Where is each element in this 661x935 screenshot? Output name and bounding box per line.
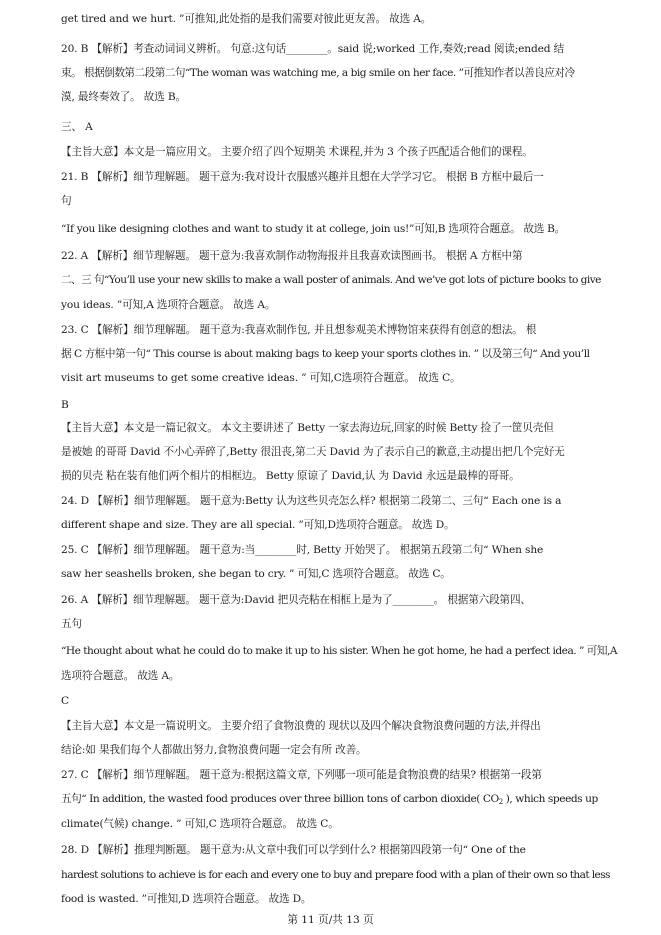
text-line: 是被她 的哥哥 David 不小心弄碎了,Betty 很沮丧,第二天 David 为了表示自己的歉意,主动提出把几个完好无 [61,446,565,458]
text-line: 结论:如 果我们每个人都做出努力,食物浪费问题一定会有所 改善。 [61,744,367,756]
text-line: you ideas. ”可知,A 选项符合题意。 故选 A。 [61,299,276,311]
text-line: 24. D 【解析】细节理解题。 题干意为:Betty 认为这些贝壳怎么样? 根据第二段第二、三句“ Each one is a [61,495,562,507]
text-line-main: 五句“ In addition, the wasted food produces over three billion tons of carbon dioxide( CO [61,793,499,805]
text-line: 20. B 【解析】考查动词词义辨析。 句意:这句话________。said 说;worked 工作,奏效;read 阅读;ended 结 [61,43,565,55]
text-line: 二、三 句“You’ll use your new skills to make a wall poster of animals. And we’ve got lots of picture books to give [61,274,601,286]
text-line: 束。 根据倒数第二段第二句“The woman was watching me, a big smile on her face. ”可推知作者以善良应对冷 [61,67,575,79]
text-line: 据 C 方框中第一句“ This course is about making bags to keep your sports clothes in. ” 以及第三句“ And you’ll [61,348,590,360]
text-line: “He thought about what he could do to make it up to his sister. When he got home, he had a perfect idea. ” 可知,A [61,645,617,657]
text-line: 句 [61,195,72,207]
text-line: different shape and size. They are all special. ”可知,D选项符合题意。 故选 D。 [61,519,455,531]
text-line: 27. C 【解析】细节理解题。 题干意为:根据这篇文章, 下列哪一项可能是食物浪费的结果? 根据第一段第 [61,769,542,781]
text-line [61,792,598,809]
text-line: 【主旨大意】本文是一篇说明文。 主要介绍了食物浪费的 现状以及四个解决食物浪费问题的方法,并得出 [61,720,541,732]
text-line: get tired and we hurt. ”可推知,此处指的是我们需要对彼此更友善。 故选 A。 [61,13,432,25]
text-line: 损的贝壳 粘在装有他们两个相片的相框边。 Betty 原谅了 David,认 为 David 永远是最棒的哥哥。 [61,470,520,482]
text-line: climate(气候) change. ” 可知,C 选项符合题意。 故选 C。 [61,818,339,830]
text-line: 25. C 【解析】细节理解题。 题干意为:当________时, Betty 开始哭了。 根据第五段第二句“ When she [61,544,544,556]
text-line: food is wasted. ”可推知,D 选项符合题意。 故选 D。 [61,893,312,905]
text-line-tail: ), which speeds up [502,793,598,805]
section-heading: 三、 A [61,121,93,133]
text-line: visit art museums to get some creative ideas. ” 可知,C选项符合题意。 故选 C。 [61,372,461,384]
text-line: 【主旨大意】本文是一篇记叙文。 本文主要讲述了 Betty 一家去海边玩,回家的时候 Betty 捡了一筐贝壳但 [61,422,554,434]
text-line: 【主旨大意】本文是一篇应用文。 主要介绍了四个短期美 术课程,并为 3 个孩子匹配适合他们的课程。 [61,146,533,158]
text-line: “If you like designing clothes and want to study it at college, join us!”可知,B 选项符合题意。 故选 B。 [61,223,565,235]
text-line: 26. A 【解析】细节理解题。 题干意为:David 把贝壳粘在相框上是为了________。 根据第六段第四、 [61,594,531,606]
section-heading: C [61,695,69,707]
text-line: 选项符合题意。 故选 A。 [61,670,180,682]
text-line: 22. A 【解析】细节理解题。 题干意为:我喜欢制作动物海报并且我喜欢读图画书。 根据 A 方框中第 [61,250,523,262]
text-line: 23. C 【解析】细节理解题。 题干意为:我喜欢制作包, 并且想参观美术博物馆来获得有创意的想法。 根 [61,324,537,336]
text-line: 28. D 【解析】推理判断题。 题干意为:从文章中我们可以学到什么? 根据第四段第一句“ One of the [61,844,526,856]
text-line: 21. B 【解析】细节理解题。 题干意为:我对设计衣服感兴趣并且想在大学学习它。 根据 B 方框中最后一 [61,171,544,183]
section-heading: B [61,399,69,411]
text-line: 漠, 最终奏效了。 故选 B。 [61,91,186,103]
page-footer: 第 11 页/共 13 页 [287,914,374,926]
text-line: 五句 [61,618,82,630]
co2-subscript: 2 [498,798,503,806]
text-line: hardest solutions to achieve is for each and every one to buy and prepare food with a plan of their own so that less [61,869,610,881]
text-line: saw her seashells broken, she began to cry. ” 可知,C 选项符合题意。 故选 C。 [61,568,451,580]
